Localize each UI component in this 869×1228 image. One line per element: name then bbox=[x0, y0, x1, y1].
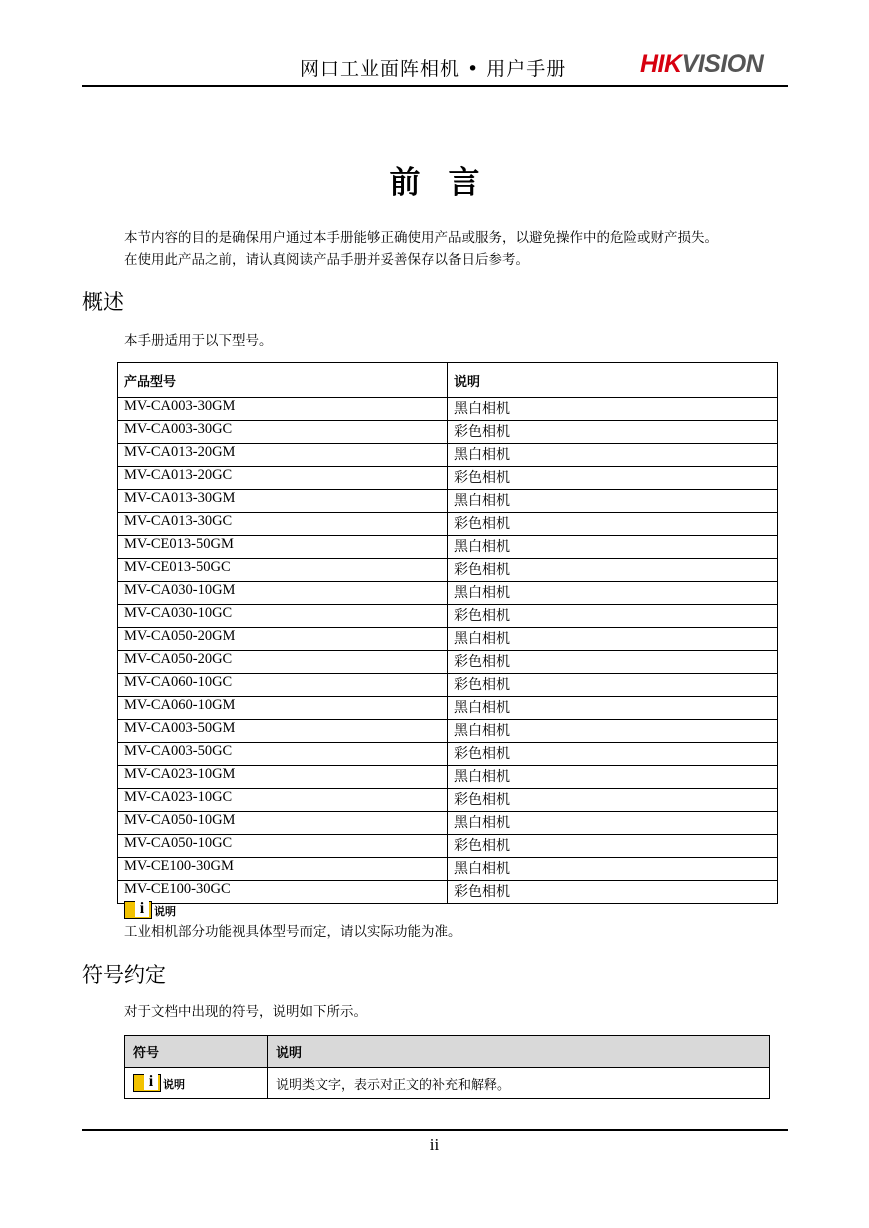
table-row bbox=[118, 467, 778, 490]
table-row bbox=[118, 444, 778, 467]
model-cell: MV-CE013-50GM bbox=[118, 536, 448, 559]
overview-lead: 本手册适用于以下型号。 bbox=[124, 333, 273, 349]
symbols-table bbox=[124, 1035, 770, 1099]
table-row bbox=[118, 490, 778, 513]
hikvision-logo bbox=[640, 50, 763, 79]
table-row bbox=[118, 651, 778, 674]
model-cell: MV-CA003-50GM bbox=[118, 720, 448, 743]
description-cell: 黑白相机 bbox=[448, 858, 778, 881]
table-row bbox=[118, 559, 778, 582]
model-cell: MV-CA013-30GC bbox=[118, 513, 448, 536]
logo-red-part: HIK bbox=[640, 50, 682, 78]
page-number: ii bbox=[429, 1135, 440, 1154]
description-cell: 黑白相机 bbox=[448, 444, 778, 467]
description-cell: 彩色相机 bbox=[448, 651, 778, 674]
model-cell: MV-CA060-10GC bbox=[118, 674, 448, 697]
description-cell: 黑白相机 bbox=[448, 720, 778, 743]
model-cell: MV-CA003-30GM bbox=[118, 398, 448, 421]
description-cell: 黑白相机 bbox=[448, 398, 778, 421]
description-cell: 彩色相机 bbox=[448, 421, 778, 444]
note-label: 说明 bbox=[154, 904, 176, 918]
table-row bbox=[118, 812, 778, 835]
note-callout bbox=[124, 899, 176, 919]
model-cell: MV-CA003-50GC bbox=[118, 743, 448, 766]
description-cell: 彩色相机 bbox=[448, 559, 778, 582]
symbols-lead: 对于文档中出现的符号，说明如下所示。 bbox=[124, 1004, 367, 1020]
model-cell: MV-CA050-20GM bbox=[118, 628, 448, 651]
description-cell: 彩色相机 bbox=[448, 467, 778, 490]
symbol-cell bbox=[125, 1068, 268, 1099]
model-cell: MV-CA050-20GC bbox=[118, 651, 448, 674]
description-cell: 彩色相机 bbox=[448, 789, 778, 812]
table-row bbox=[118, 697, 778, 720]
section-heading-overview: 概述 bbox=[82, 290, 124, 314]
model-table bbox=[117, 362, 778, 904]
footer-rule bbox=[82, 1129, 788, 1131]
table-row bbox=[118, 789, 778, 812]
description-cell: 黑白相机 bbox=[448, 490, 778, 513]
header-rule bbox=[82, 85, 788, 87]
model-cell: MV-CA003-30GC bbox=[118, 421, 448, 444]
description-cell: 彩色相机 bbox=[448, 513, 778, 536]
description-cell: 彩色相机 bbox=[448, 835, 778, 858]
model-cell: MV-CE013-50GC bbox=[118, 559, 448, 582]
model-cell: MV-CA050-10GM bbox=[118, 812, 448, 835]
header-symbol: 符号 bbox=[125, 1036, 268, 1068]
table-row bbox=[118, 628, 778, 651]
description-cell: 彩色相机 bbox=[448, 743, 778, 766]
symbol-label: 说明 bbox=[163, 1078, 185, 1091]
table-row bbox=[118, 513, 778, 536]
model-cell: MV-CA023-10GM bbox=[118, 766, 448, 789]
note-info-icon bbox=[133, 1074, 161, 1092]
table-row bbox=[118, 582, 778, 605]
header-model: 产品型号 bbox=[118, 363, 448, 398]
table-row bbox=[118, 398, 778, 421]
description-cell: 彩色相机 bbox=[448, 674, 778, 697]
table-row bbox=[118, 766, 778, 789]
model-cell: MV-CA030-10GM bbox=[118, 582, 448, 605]
note-info-icon bbox=[124, 901, 152, 919]
model-cell: MV-CA060-10GM bbox=[118, 697, 448, 720]
description-cell: 彩色相机 bbox=[448, 605, 778, 628]
table-header-row bbox=[125, 1036, 770, 1068]
symbol-description: 说明类文字，表示对正文的补充和解释。 bbox=[268, 1068, 770, 1099]
header-description: 说明 bbox=[268, 1036, 770, 1068]
model-cell: MV-CE100-30GC bbox=[118, 881, 448, 904]
table-header-row bbox=[118, 363, 778, 398]
model-cell: MV-CE100-30GM bbox=[118, 858, 448, 881]
model-cell: MV-CA013-20GM bbox=[118, 444, 448, 467]
table-row bbox=[118, 743, 778, 766]
intro-line-2: 在使用此产品之前，请认真阅读产品手册并妥善保存以备日后参考。 bbox=[124, 252, 529, 268]
header-description: 说明 bbox=[448, 363, 778, 398]
logo-gray-part: VISION bbox=[681, 50, 764, 78]
model-cell: MV-CA050-10GC bbox=[118, 835, 448, 858]
section-heading-symbols: 符号约定 bbox=[82, 963, 166, 987]
table-row bbox=[118, 421, 778, 444]
running-header-title: 网口工业面阵相机 • 用户手册 bbox=[300, 58, 567, 80]
description-cell: 黑白相机 bbox=[448, 582, 778, 605]
table-row bbox=[118, 720, 778, 743]
page-title: 前言 bbox=[389, 165, 508, 201]
table-row bbox=[118, 605, 778, 628]
model-cell: MV-CA013-20GC bbox=[118, 467, 448, 490]
description-cell: 彩色相机 bbox=[448, 881, 778, 904]
note-text: 工业相机部分功能视具体型号而定，请以实际功能为准。 bbox=[124, 924, 462, 940]
model-cell: MV-CA023-10GC bbox=[118, 789, 448, 812]
description-cell: 黑白相机 bbox=[448, 766, 778, 789]
intro-line-1: 本节内容的目的是确保用户通过本手册能够正确使用产品或服务，以避免操作中的危险或财产损失。 bbox=[124, 230, 718, 246]
description-cell: 黑白相机 bbox=[448, 697, 778, 720]
table-row bbox=[118, 835, 778, 858]
model-cell: MV-CA013-30GM bbox=[118, 490, 448, 513]
table-row bbox=[118, 536, 778, 559]
table-row bbox=[125, 1068, 770, 1099]
table-row bbox=[118, 674, 778, 697]
description-cell: 黑白相机 bbox=[448, 628, 778, 651]
description-cell: 黑白相机 bbox=[448, 536, 778, 559]
table-row bbox=[118, 881, 778, 904]
description-cell: 黑白相机 bbox=[448, 812, 778, 835]
table-row bbox=[118, 858, 778, 881]
model-cell: MV-CA030-10GC bbox=[118, 605, 448, 628]
